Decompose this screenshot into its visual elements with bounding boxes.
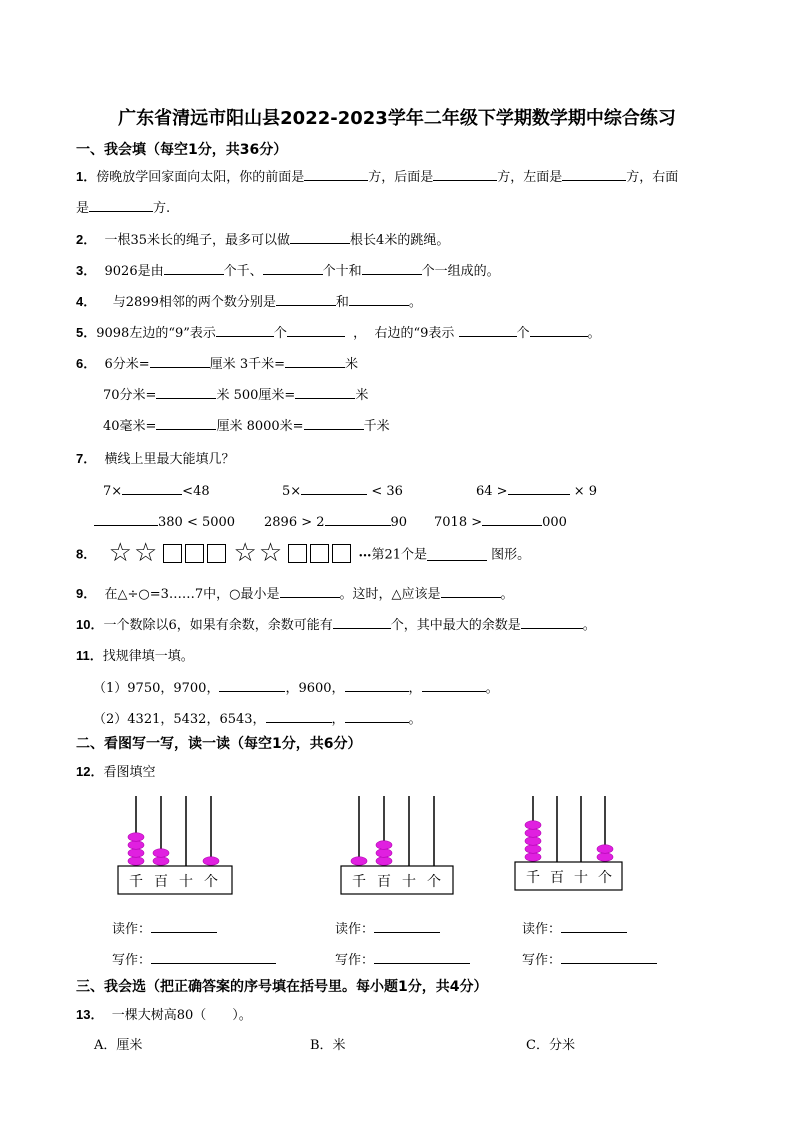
abacus-bead xyxy=(597,845,613,854)
question-number: 13． xyxy=(76,1007,104,1022)
question-text: 3千米= xyxy=(239,357,285,372)
abacus-bead xyxy=(525,853,541,862)
answer-blank[interactable] xyxy=(562,166,626,181)
place-value-label: 千 xyxy=(352,874,366,890)
question-text: 。 xyxy=(587,326,601,341)
question-5 xyxy=(76,322,601,341)
abacus-3-write xyxy=(522,949,657,968)
question-text: 米 xyxy=(216,388,230,403)
abacus-bead xyxy=(153,849,169,858)
answer-blank[interactable] xyxy=(508,480,570,495)
expr-text: 64 > xyxy=(476,484,508,499)
question-text: 8000米= xyxy=(246,419,304,434)
question-10 xyxy=(76,614,596,633)
question-text: 500厘米= xyxy=(233,388,296,403)
question-text: 一根35米长的绳子，最多可以做 xyxy=(104,233,291,248)
question-4 xyxy=(76,291,422,310)
question-8 xyxy=(76,538,531,568)
abacus-bead xyxy=(351,857,367,866)
question-text: 傍晚放学回家面向太阳，你的前面是 xyxy=(96,170,305,185)
question-text: 方，左面是 xyxy=(497,170,563,185)
question-number: 4． xyxy=(76,294,97,309)
question-text: ， xyxy=(331,712,345,727)
question-7-expr-6 xyxy=(434,511,567,530)
question-1-line-1 xyxy=(76,166,678,185)
abacus-1 xyxy=(118,796,232,894)
read-label: 读作： xyxy=(522,922,562,937)
answer-blank[interactable] xyxy=(150,353,210,368)
expr-text: 380 < 5000 xyxy=(158,515,236,530)
answer-blank[interactable] xyxy=(333,614,391,629)
question-number: 2． xyxy=(76,232,97,247)
question-text: 一个数除以6，如果有余数，余数可能有 xyxy=(103,618,333,633)
question-text: 方，右面 xyxy=(626,170,679,185)
star-icon: ☆ xyxy=(258,538,283,568)
question-text: 厘米 xyxy=(216,419,243,434)
question-11-line-1 xyxy=(93,677,499,696)
abacus-2-write xyxy=(335,949,470,968)
question-text: 方，后面是 xyxy=(368,170,434,185)
answer-blank[interactable] xyxy=(263,260,323,275)
square-icon xyxy=(310,544,329,563)
answer-blank[interactable] xyxy=(266,708,332,723)
section-1-heading: 一、我会填（每空1分，共36分） xyxy=(76,142,288,158)
question-text: 9026是由 xyxy=(104,264,164,279)
question-text: 。这时，△应该是 xyxy=(339,587,441,602)
abacus-bead xyxy=(128,849,144,858)
answer-blank[interactable] xyxy=(427,546,487,561)
star-icon: ☆ xyxy=(108,538,132,568)
abacus-figures xyxy=(0,790,794,902)
question-text: 40毫米= xyxy=(103,419,157,434)
place-value-label: 个 xyxy=(598,870,612,886)
expr-text: 7× xyxy=(103,484,123,499)
square-icon xyxy=(207,544,226,563)
question-text: 个，其中最大的余数是 xyxy=(390,618,521,633)
place-value-label: 千 xyxy=(129,874,143,890)
answer-blank[interactable] xyxy=(276,291,336,306)
question-text: 。 xyxy=(408,295,422,310)
abacus-bead xyxy=(597,853,613,862)
abacus-1-write xyxy=(112,949,276,968)
question-text: 与2899相邻的两个数分别是 xyxy=(112,295,276,310)
place-value-label: 百 xyxy=(550,870,564,886)
abacus-bead xyxy=(525,837,541,846)
question-number: 11． xyxy=(76,648,103,663)
answer-blank[interactable] xyxy=(561,918,627,933)
question-6-row-2 xyxy=(103,384,368,403)
question-6-row-3 xyxy=(103,415,390,434)
question-7-expr-5 xyxy=(264,511,407,530)
answer-blank[interactable] xyxy=(156,384,216,399)
expr-text: < 36 xyxy=(371,484,403,499)
question-number: 9． xyxy=(76,586,97,601)
question-text: 方. xyxy=(153,201,171,216)
answer-blank[interactable] xyxy=(325,511,391,526)
answer-blank[interactable] xyxy=(349,291,409,306)
question-text: 。 xyxy=(408,712,422,727)
square-icon xyxy=(332,544,351,563)
place-value-label: 十 xyxy=(402,874,416,890)
answer-blank[interactable] xyxy=(164,260,224,275)
question-text: 横线上里最大能填几？ xyxy=(104,452,235,467)
abacus-bead xyxy=(525,821,541,830)
question-text: ，9600， xyxy=(285,681,345,696)
star-icon: ☆ xyxy=(233,538,257,568)
question-7-expr-3 xyxy=(476,480,597,499)
question-text: 一棵大树高80（ ）。 xyxy=(111,1008,252,1023)
option-c[interactable]: C．分米 xyxy=(526,1038,575,1053)
question-text: 是 xyxy=(76,201,90,216)
question-number: 5． xyxy=(76,325,97,340)
write-label: 写作： xyxy=(335,953,375,968)
abacus-bead xyxy=(525,845,541,854)
expr-text: 5× xyxy=(282,484,302,499)
question-text: 。 xyxy=(485,681,499,696)
answer-blank[interactable] xyxy=(521,614,583,629)
question-text: 个一组成的。 xyxy=(421,264,500,279)
question-number: 7． xyxy=(76,451,97,466)
section-2-heading: 二、看图写一写，读一读（每空1分，共6分） xyxy=(76,736,362,752)
question-number: 10． xyxy=(76,617,104,632)
answer-blank[interactable] xyxy=(89,197,153,212)
question-text: 个 xyxy=(516,326,530,341)
abacus-bead xyxy=(376,841,392,850)
question-text: 看图填空 xyxy=(103,765,156,780)
abacus-bead xyxy=(128,841,144,850)
question-number: 12． xyxy=(76,764,104,779)
abacus-bead xyxy=(525,829,541,838)
question-text: 图形。 xyxy=(491,547,531,563)
question-number: 1． xyxy=(76,169,97,184)
expr-text: <48 xyxy=(182,484,210,499)
question-9 xyxy=(76,583,514,602)
abacus-2 xyxy=(341,796,453,894)
answer-blank[interactable] xyxy=(216,322,274,337)
question-text: 个十和 xyxy=(322,264,362,279)
question-text: 千米 xyxy=(363,419,390,434)
star-icon: ☆ xyxy=(133,538,158,568)
answer-blank[interactable] xyxy=(287,322,345,337)
option-a[interactable]: A．厘米 xyxy=(94,1038,143,1053)
question-7-expr-1 xyxy=(103,480,210,499)
question-number: 3． xyxy=(76,263,97,278)
answer-blank[interactable] xyxy=(94,511,158,526)
question-text: 找规律填一填。 xyxy=(102,649,194,664)
abacus-bead xyxy=(376,857,392,866)
place-value-label: 个 xyxy=(204,874,218,890)
answer-blank[interactable] xyxy=(482,511,542,526)
question-number: 6． xyxy=(76,356,97,371)
question-text: 米 xyxy=(345,357,359,372)
question-text: 70分米= xyxy=(103,388,157,403)
question-number: 8． xyxy=(76,546,97,562)
abacus-2-read xyxy=(335,918,440,937)
question-text: 。 xyxy=(500,587,514,602)
option-b[interactable]: B．米 xyxy=(310,1038,346,1053)
question-12 xyxy=(76,761,155,780)
answer-blank[interactable] xyxy=(304,415,364,430)
read-label: 读作： xyxy=(112,922,152,937)
abacus-1-read xyxy=(112,918,217,937)
question-2 xyxy=(76,229,449,248)
write-label: 写作： xyxy=(522,953,562,968)
answer-blank[interactable] xyxy=(122,480,182,495)
expr-text: 90 xyxy=(390,515,408,530)
question-11 xyxy=(76,645,194,664)
question-text: （2）4321，5432，6543， xyxy=(93,712,266,727)
abacus-bead xyxy=(128,833,144,842)
place-value-label: 个 xyxy=(427,874,441,890)
square-icon xyxy=(288,544,307,563)
place-value-label: 百 xyxy=(154,874,168,890)
answer-blank[interactable] xyxy=(156,415,216,430)
answer-blank[interactable] xyxy=(285,353,345,368)
question-text: 厘米 xyxy=(209,357,236,372)
question-7 xyxy=(76,448,235,467)
question-7-expr-2 xyxy=(282,480,403,499)
question-text: 和 xyxy=(335,295,349,310)
question-text: ， xyxy=(408,681,422,696)
answer-blank[interactable] xyxy=(561,949,657,964)
answer-blank[interactable] xyxy=(441,583,501,598)
question-13 xyxy=(76,1004,252,1023)
question-text: 。 xyxy=(582,618,596,633)
expr-text: 000 xyxy=(542,515,567,530)
place-value-label: 十 xyxy=(179,874,193,890)
question-text: （1）9750，9700， xyxy=(93,681,220,696)
expr-text: 7018 > xyxy=(434,515,483,530)
answer-blank[interactable] xyxy=(345,677,409,692)
question-text: 米 xyxy=(355,388,369,403)
answer-blank[interactable] xyxy=(362,260,422,275)
answer-blank[interactable] xyxy=(301,480,367,495)
square-icon xyxy=(185,544,204,563)
abacus-3-read xyxy=(522,918,627,937)
expr-text: × 9 xyxy=(573,484,598,499)
answer-blank[interactable] xyxy=(459,322,517,337)
place-value-label: 百 xyxy=(377,874,391,890)
answer-blank[interactable] xyxy=(422,677,486,692)
page-title: 广东省清远市阳山县2022-2023学年二年级下学期数学期中综合练习 xyxy=(118,108,676,129)
question-text: 个千、 xyxy=(223,264,263,279)
section-3-heading: 三、我会选（把正确答案的序号填在括号里。每小题1分，共4分） xyxy=(76,979,488,995)
abacus-bead xyxy=(128,857,144,866)
question-11-line-2 xyxy=(93,708,422,727)
abacus-bead xyxy=(203,857,219,866)
answer-blank[interactable] xyxy=(433,166,497,181)
place-value-label: 千 xyxy=(526,870,540,886)
question-3 xyxy=(76,260,500,279)
read-label: 读作： xyxy=(335,922,375,937)
ellipsis: … xyxy=(358,545,372,561)
place-value-label: 十 xyxy=(574,870,588,886)
question-6-row-1 xyxy=(76,353,358,372)
question-text: 在△÷○=3……7中，○最小是 xyxy=(104,587,280,602)
answer-blank[interactable] xyxy=(151,949,276,964)
question-text: 9098左边的“9”表示 xyxy=(96,326,216,341)
question-text: 根长4米的跳绳。 xyxy=(350,233,450,248)
question-text: 第21个是 xyxy=(371,547,427,563)
answer-blank[interactable] xyxy=(304,166,368,181)
abacus-3 xyxy=(515,796,622,890)
abacus-bead xyxy=(153,857,169,866)
question-1-line-2 xyxy=(76,197,170,216)
answer-blank[interactable] xyxy=(374,949,470,964)
answer-blank[interactable] xyxy=(219,677,285,692)
answer-blank[interactable] xyxy=(280,583,340,598)
answer-blank[interactable] xyxy=(290,229,350,244)
answer-blank[interactable] xyxy=(374,918,440,933)
square-icon xyxy=(163,544,182,563)
answer-blank[interactable] xyxy=(151,918,217,933)
abacus-bead xyxy=(376,849,392,858)
answer-blank[interactable] xyxy=(345,708,409,723)
question-text: 右边的“9表示 xyxy=(374,326,455,341)
question-text: ， xyxy=(353,326,367,341)
question-text: 6分米= xyxy=(104,357,150,372)
answer-blank[interactable] xyxy=(530,322,588,337)
expr-text: 2896 > 2 xyxy=(264,515,325,530)
question-7-expr-4 xyxy=(94,511,235,530)
question-text: 个 xyxy=(273,326,287,341)
answer-blank[interactable] xyxy=(295,384,355,399)
write-label: 写作： xyxy=(112,953,152,968)
